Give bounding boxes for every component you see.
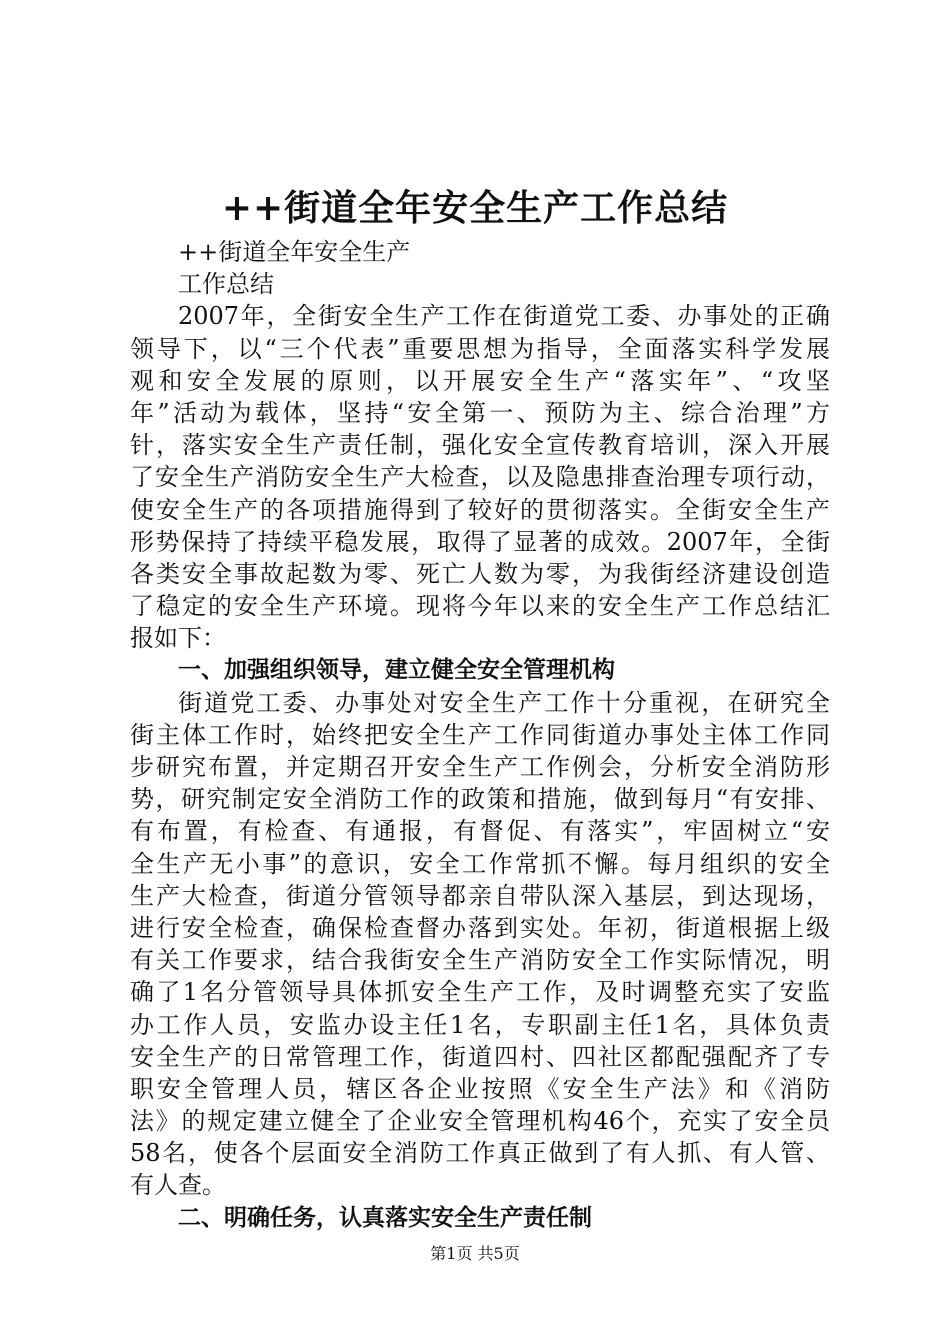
paragraph-line: 有人查。 [130, 1171, 226, 1200]
paragraph-line: 有布置，有检查、有通报，有督促、有落实”，牢固树立“安 [130, 817, 830, 846]
paragraph-line: 安全生产的日常管理工作，街道四村、四社区都配强配齐了专 [130, 1042, 830, 1071]
document-body [130, 236, 830, 1234]
paragraph-line: 街道党工委、办事处对安全生产工作十分重视，在研究全 [178, 688, 830, 717]
section-heading: 一、加强组织领导，建立健全安全管理机构 [178, 657, 615, 684]
paragraph-line: 58名，使各个层面安全消防工作真正做到了有人抓、有人管、 [130, 1139, 830, 1168]
paragraph-line: 了安全生产消防安全生产大检查，以及隐患排查治理专项行动， [130, 463, 830, 492]
paragraph-line: 进行安全检查，确保检查督办落到实处。年初，街道根据上级 [130, 913, 830, 942]
paragraph-line: 形势保持了持续平稳发展，取得了显著的成效。2007年，全街 [130, 527, 830, 556]
paragraph-line: 确了1名分管领导具体抓安全生产工作，及时调整充实了安监 [130, 978, 830, 1007]
paragraph-line: 年”活动为载体，坚持“安全第一、预防为主、综合治理”方 [130, 398, 830, 427]
paragraph-line: 街主体工作时，始终把安全生产工作同街道办事处主体工作同 [130, 720, 830, 749]
paragraph-line: 针，落实安全生产责任制，强化安全宣传教育培训，深入开展 [130, 431, 830, 460]
paragraph-line: 各类安全事故起数为零、死亡人数为零，为我街经济建设创造 [130, 559, 830, 588]
section-heading: 二、明确任务，认真落实安全生产责任制 [178, 1204, 592, 1231]
paragraph-line: 法》的规定建立健全了企业安全管理机构46个，充实了安全员 [130, 1107, 830, 1136]
paragraph-line: 步研究布置，并定期召开安全生产工作例会，分析安全消防形 [130, 753, 830, 781]
subtitle-line: 工作总结 [178, 270, 274, 299]
subtitle-line: ++街道全年安全生产 [178, 238, 411, 266]
paragraph-line: 使安全生产的各项措施得到了较好的贯彻落实。全街安全生产 [130, 495, 830, 524]
page-title: ++街道全年安全生产工作总结 [221, 187, 729, 229]
paragraph-line: 领导下，以“三个代表”重要思想为指导，全面落实科学发展 [130, 334, 830, 363]
paragraph-line: 2007年，全街安全生产工作在街道党工委、办事处的正确 [178, 302, 830, 331]
paragraph-line: 生产大检查，街道分管领导都亲自带队深入基层，到达现场， [130, 881, 830, 910]
paragraph-line: 了稳定的安全生产环境。现将今年以来的安全生产工作总结汇 [130, 592, 830, 621]
paragraph-line: 办工作人员，安监办设主任1名，专职副主任1名，具体负责 [130, 1010, 830, 1039]
paragraph-line: 报如下： [130, 624, 226, 653]
paragraph-line: 全生产无小事”的意识，安全工作常抓不懈。每月组织的安全 [130, 849, 830, 878]
paragraph-line: 观和安全发展的原则，以开展安全生产“落实年”、“攻坚 [130, 366, 830, 395]
paragraph-line: 势，研究制定安全消防工作的政策和措施，做到每月“有安排、 [130, 785, 830, 814]
paragraph-line: 职安全管理人员，辖区各企业按照《安全生产法》和《消防 [130, 1074, 830, 1103]
paragraph-line: 有关工作要求，结合我街安全生产消防安全工作实际情况，明 [130, 946, 830, 975]
page-footer: 第1页 共5页 [430, 1244, 520, 1263]
